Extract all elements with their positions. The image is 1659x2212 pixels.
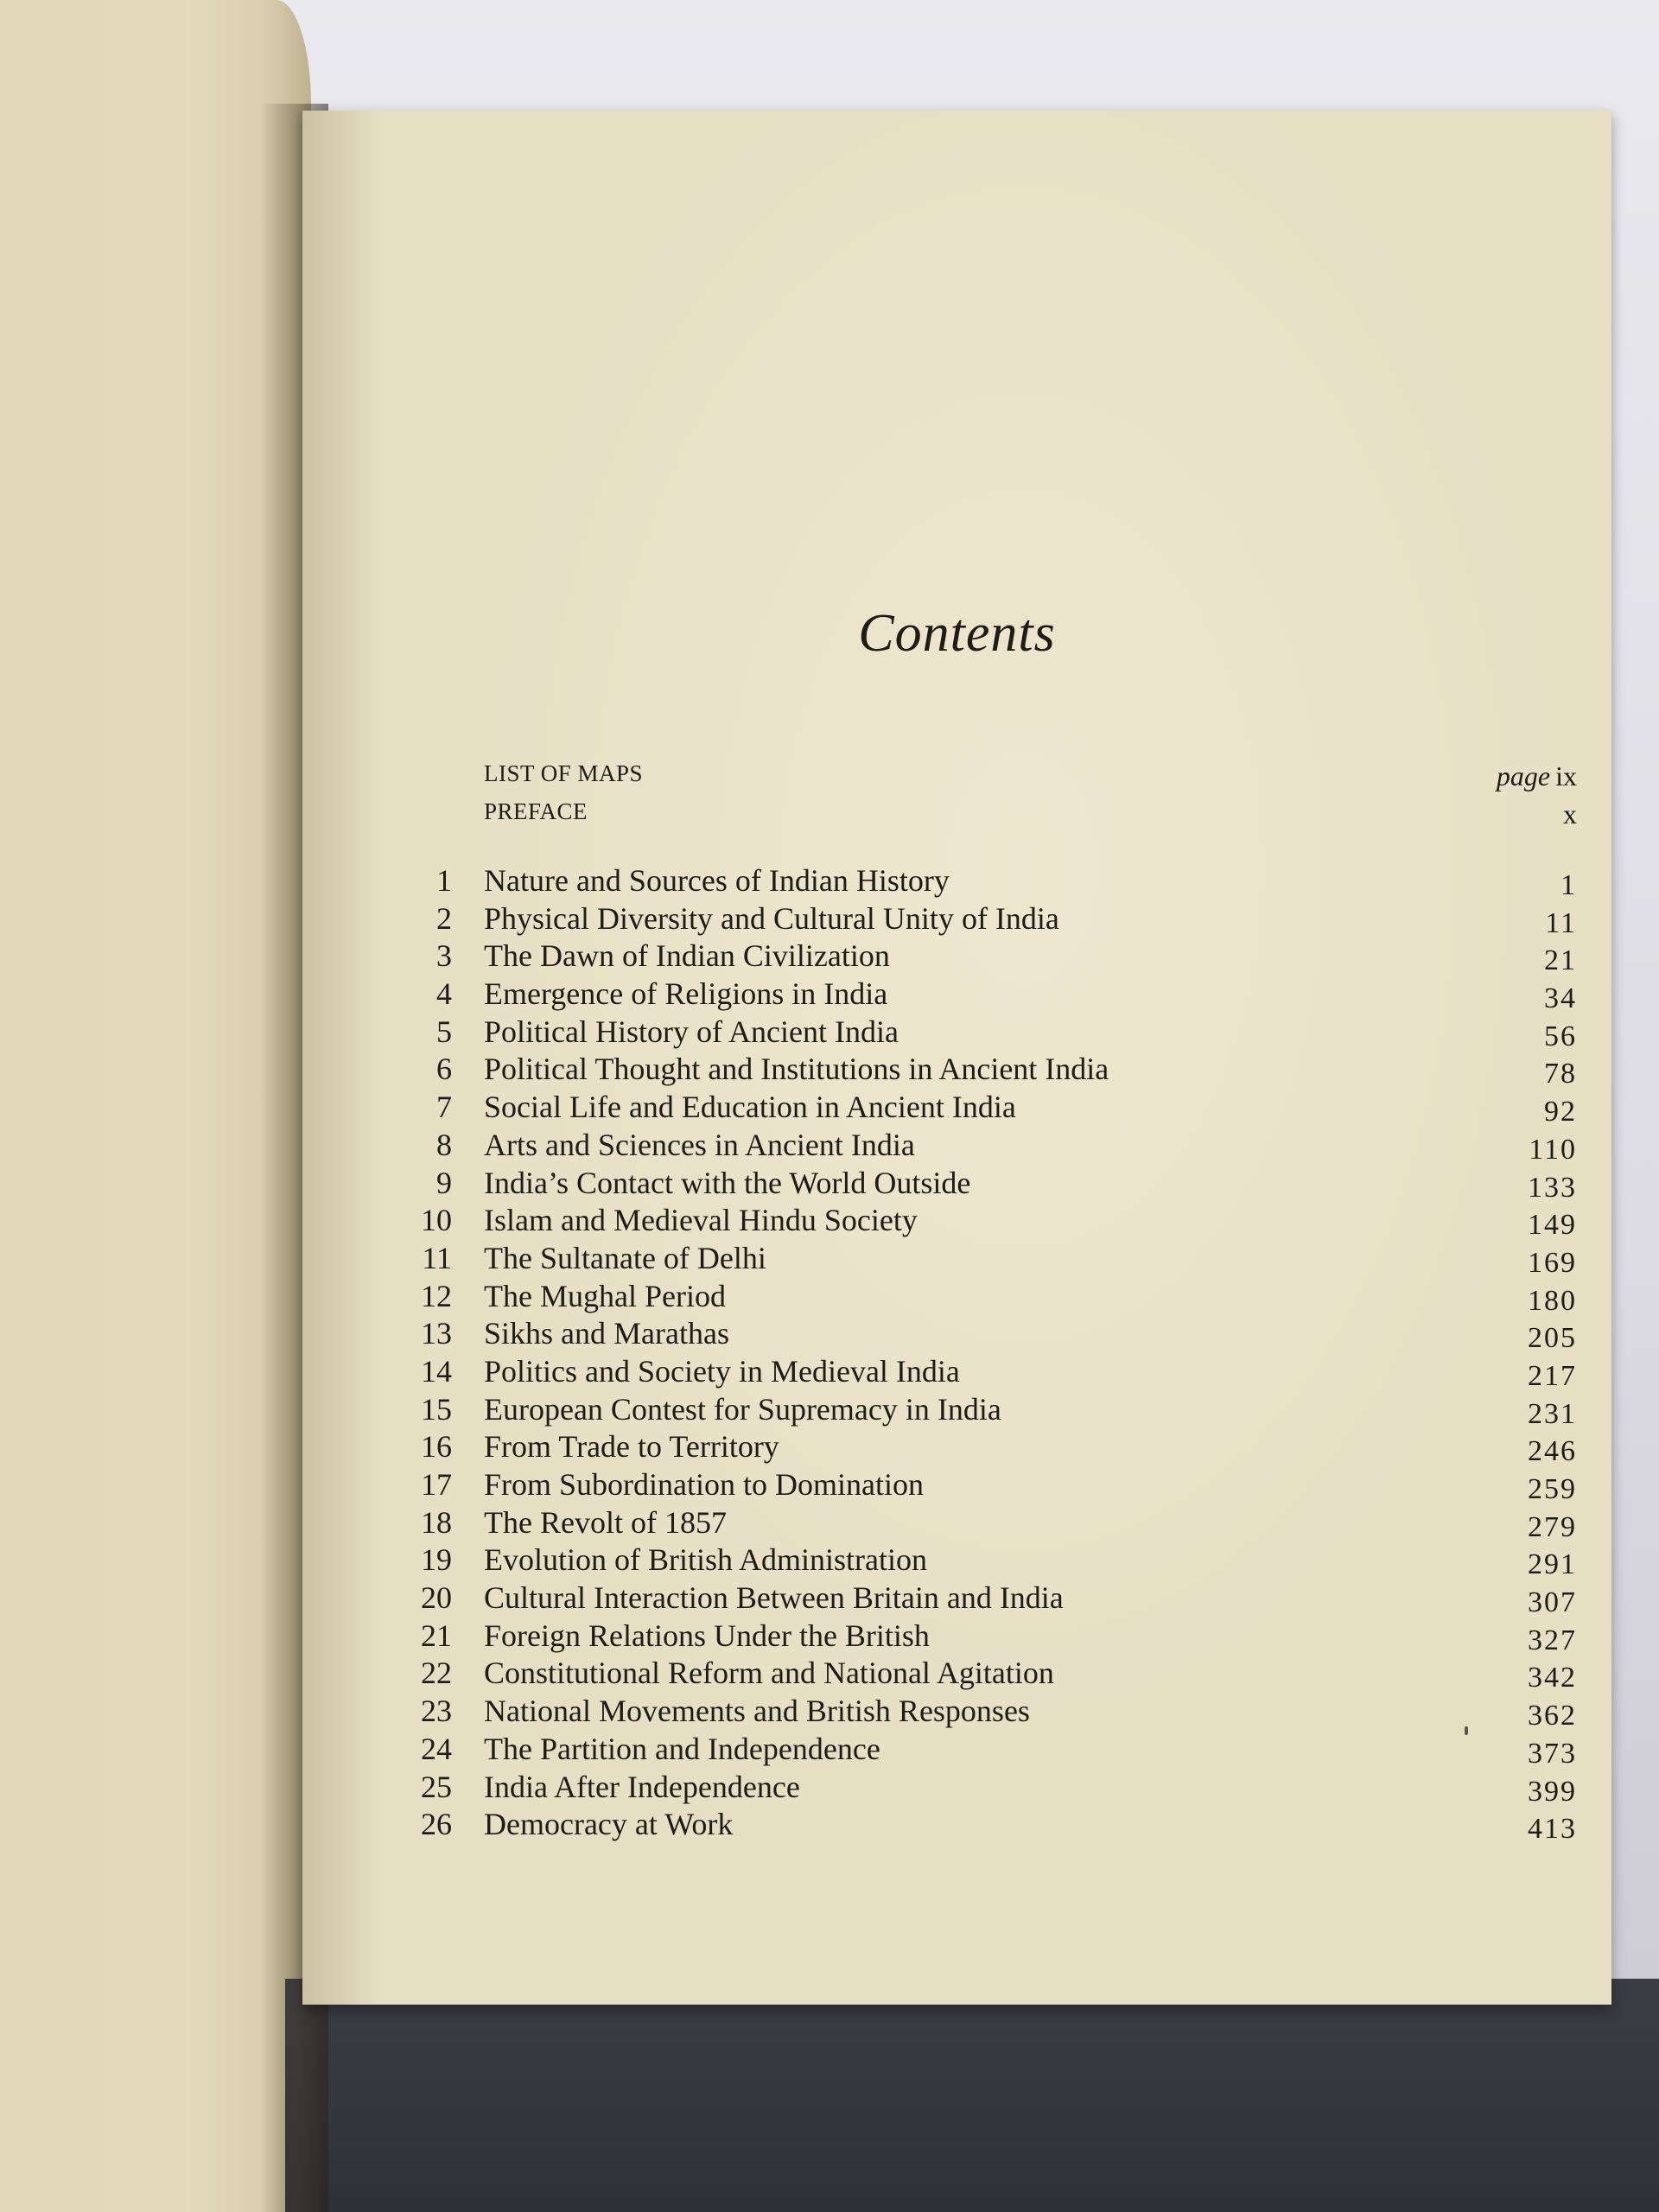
chapter-number: 7 [436, 1090, 452, 1125]
chapter-title: From Trade to Territory [484, 1429, 779, 1465]
chapter-number: 26 [421, 1807, 452, 1842]
chapter-page-number: 291 [1528, 1548, 1577, 1581]
chapter-number: 9 [436, 1165, 452, 1200]
chapter-title: Social Life and Education in Ancient India [484, 1090, 1016, 1125]
paper-speck [1465, 1726, 1468, 1735]
chapter-number: 23 [421, 1694, 452, 1729]
toc-row[interactable] [393, 1049, 1577, 1090]
chapter-page-number: 413 [1528, 1813, 1577, 1846]
toc-row[interactable] [393, 1276, 1577, 1317]
toc-row[interactable] [393, 1729, 1577, 1770]
chapter-page-number: 34 [1544, 982, 1577, 1015]
chapter-title: The Mughal Period [484, 1278, 726, 1313]
front-matter-row [484, 760, 1577, 798]
chapter-number: 21 [421, 1618, 452, 1653]
chapter-title: Political History of Ancient India [484, 1014, 899, 1049]
chapter-number: 16 [421, 1429, 452, 1465]
chapter-page-number: 110 [1529, 1133, 1577, 1166]
chapter-title: National Movements and British Responses [484, 1694, 1030, 1729]
chapter-number: 11 [422, 1240, 452, 1275]
chapter-number: 1 [436, 863, 452, 898]
toc-row[interactable] [393, 1691, 1577, 1732]
front-matter-label: PREFACE [484, 798, 588, 824]
chapter-page-number: 21 [1544, 944, 1577, 977]
chapter-page-number: 133 [1528, 1171, 1577, 1204]
toc-row[interactable] [393, 1503, 1577, 1541]
page-prefix: page [1496, 760, 1551, 791]
chapter-number: 8 [436, 1127, 452, 1162]
toc-row[interactable] [393, 899, 1577, 937]
chapter-page-number: 373 [1528, 1737, 1577, 1770]
chapter-page-number: 1 [1560, 869, 1577, 901]
chapter-title: Sikhs and Marathas [484, 1316, 729, 1351]
toc-row[interactable] [393, 1351, 1577, 1392]
chapter-number: 6 [436, 1052, 452, 1087]
chapter-page-number: 217 [1528, 1359, 1577, 1392]
chapter-title: Evolution of British Administration [484, 1542, 927, 1578]
chapter-page-number: 362 [1528, 1700, 1577, 1732]
toc-row[interactable] [393, 1200, 1577, 1242]
chapter-title: The Revolt of 1857 [484, 1504, 727, 1540]
front-matter-row [484, 798, 1577, 836]
book-cover-edge [285, 1979, 1659, 2212]
front-matter-label: LIST OF MAPS [484, 760, 644, 786]
toc-row[interactable] [393, 936, 1577, 977]
chapter-number: 5 [436, 1014, 452, 1049]
chapter-page-number: 180 [1528, 1284, 1577, 1317]
front-matter-page [1497, 760, 1577, 792]
page-number: ix [1555, 760, 1577, 791]
chapter-page-number: 11 [1545, 906, 1577, 939]
toc-row[interactable] [393, 1767, 1577, 1808]
chapter-number: 17 [421, 1467, 452, 1502]
toc-row[interactable] [393, 1313, 1577, 1355]
chapter-page-number: 399 [1528, 1775, 1577, 1808]
chapter-title: Cultural Interaction Between Britain and India [484, 1580, 1064, 1616]
toc-row[interactable] [393, 1804, 1577, 1846]
chapter-title: The Dawn of Indian Civilization [484, 938, 890, 974]
chapter-title: The Partition and Independence [484, 1731, 880, 1766]
toc-row[interactable] [393, 1578, 1577, 1619]
toc-row[interactable] [393, 1616, 1577, 1654]
chapter-number: 15 [421, 1391, 452, 1427]
chapter-number: 14 [421, 1353, 452, 1389]
toc-row[interactable] [393, 1012, 1577, 1050]
chapter-number: 12 [421, 1278, 452, 1313]
chapter-page-number: 205 [1528, 1322, 1577, 1355]
chapter-page-number: 246 [1528, 1435, 1577, 1468]
toc-row[interactable] [393, 861, 1577, 899]
chapter-title: Nature and Sources of Indian History [484, 863, 950, 898]
toc-row[interactable] [393, 1427, 1577, 1468]
toc-row[interactable] [393, 1389, 1577, 1430]
chapter-title: Physical Diversity and Cultural Unity of India [484, 900, 1059, 936]
chapter-title: India After Independence [484, 1769, 800, 1804]
chapter-page-number: 78 [1544, 1058, 1577, 1090]
chapter-title: Politics and Society in Medieval India [484, 1353, 960, 1389]
chapter-page-number: 56 [1544, 1020, 1577, 1052]
chapter-title: Constitutional Reform and National Agitation [484, 1656, 1054, 1691]
toc-row[interactable] [393, 1087, 1577, 1128]
page-title: Contents [858, 604, 1056, 663]
chapter-number: 13 [421, 1316, 452, 1351]
chapter-page-number: 307 [1528, 1586, 1577, 1619]
toc-row[interactable] [393, 1125, 1577, 1166]
contents-page [302, 111, 1611, 2005]
chapter-title: Islam and Medieval Hindu Society [484, 1203, 918, 1238]
toc-list [393, 861, 1577, 1846]
chapter-number: 18 [421, 1504, 452, 1540]
chapter-page-number: 149 [1528, 1209, 1577, 1242]
chapter-title: Arts and Sciences in Ancient India [484, 1127, 915, 1162]
chapter-page-number: 259 [1528, 1473, 1577, 1505]
chapter-number: 25 [421, 1769, 452, 1804]
chapter-number: 22 [421, 1656, 452, 1691]
chapter-page-number: 279 [1528, 1510, 1577, 1543]
chapter-number: 10 [421, 1203, 452, 1238]
chapter-page-number: 169 [1528, 1246, 1577, 1279]
chapter-page-number: 327 [1528, 1624, 1577, 1656]
chapter-number: 3 [436, 938, 452, 974]
chapter-title: The Sultanate of Delhi [484, 1240, 766, 1275]
chapter-title: From Subordination to Domination [484, 1467, 924, 1502]
toc-row[interactable] [393, 1653, 1577, 1694]
chapter-page-number: 342 [1528, 1662, 1577, 1694]
chapter-title: European Contest for Supremacy in India [484, 1391, 1001, 1427]
toc-row[interactable] [393, 974, 1577, 1015]
chapter-page-number: 231 [1528, 1397, 1577, 1430]
chapter-title: Emergence of Religions in India [484, 976, 888, 1012]
chapter-number: 2 [436, 900, 452, 936]
chapter-title: Political Thought and Institutions in Ancient India [484, 1052, 1109, 1087]
toc-row[interactable] [393, 1238, 1577, 1279]
toc-row[interactable] [393, 1540, 1577, 1581]
chapter-title: Foreign Relations Under the British [484, 1618, 930, 1653]
chapter-number: 19 [421, 1542, 452, 1578]
chapter-title: Democracy at Work [484, 1807, 734, 1842]
toc-row[interactable] [393, 1465, 1577, 1503]
chapter-page-number: 92 [1544, 1096, 1577, 1128]
front-matter-page [1563, 798, 1577, 830]
chapter-title: India’s Contact with the World Outside [484, 1165, 971, 1200]
page-number: x [1563, 798, 1577, 830]
chapter-number: 4 [436, 976, 452, 1012]
chapter-number: 24 [421, 1731, 452, 1766]
toc-row[interactable] [393, 1163, 1577, 1204]
chapter-number: 20 [421, 1580, 452, 1616]
